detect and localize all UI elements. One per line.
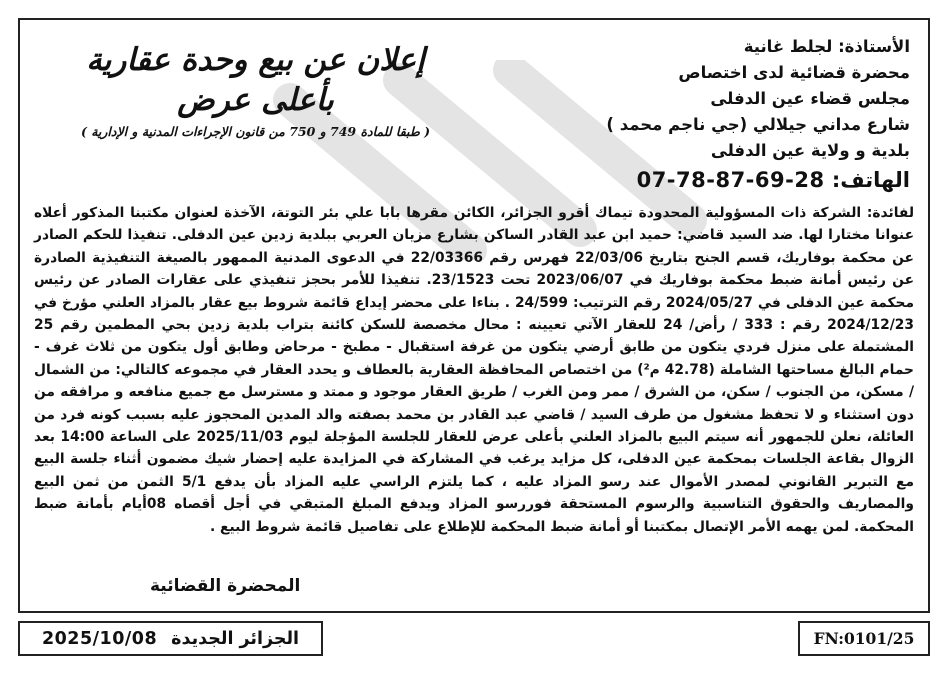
bailiff-office-block [530,34,910,196]
office-line: مجلس قضاء عين الدفلى [710,89,910,108]
office-line: محضرة قضائية لدى اختصاص [678,63,910,82]
headline-title: إعلان عن بيع وحدة عقارية [86,42,425,78]
announcement-headline [28,40,483,142]
phone-label: الهاتف: [831,168,910,192]
notice-frame [18,18,930,613]
publication-date: 2025/10/08 [41,628,158,649]
announcement-body: لفائدة: الشركة ذات المسؤولية المحدودة تيماك أقرو الجزائر، الكائن مقرها بابا علي بئر التوتة، الآخذة لعنوان مكتبنا المذكور أعلاه عنوانا مختارا لها. ضد السيد قاضي: حميد ابن عبد القادر الساكن بشارع مزيان العربي ببلدية زدين عين الدفلى. تنفيذا للحكم الصادر عن محكمة بوفاريك، قسم الجنح بتاريخ 22/03/06 فهرس رقم 22/03366 في الدعوى المدنية الممهور بالصيغة التنفيذية الصادرة عن رئيس أمانة ضبط محكمة بوفاريك في 2023/06/07 تحت 23/1523. تنفيذا للأمر بحجز تنفيذي على عقارات الصادر عن رئيس محكمة عين الدفلى في 2024/05/27 رقم الترتيب: 24/599 . بناءا على محضر إيداع قائمة شروط بيع عقار بالمزاد العلني مؤرخ في 2024/12/23 رقم : 333 / رأض/ 24 للعقار الآتي تعيينه : محال مخصصة للسكن كائنة بتراب بلدية زدين بحي المطمين رقم 25 المشتملة على منزل فردي يتكون من طابق أرضي يتكون من غرفة استقبال - مطبخ - مرحاض وطابق أول يتكون من ثلاث غرف - حمام البالغ مساحتها الشاملة (42.78 م²) من اختصاص المحافظة العقارية بالعطاف و يحدد العقار في مجموعه كالتالي: من الشمال / مسكن، من الجنوب / سكن، من الشرق / ممر ومن الغرب / طريق العقار موجود و ممتد و مسترسل مع جميع منافعه و مرافقه من دون استثناء و لا تحفظ مشغول من طرف السيد / قاضي عبد القادر بن محمد بصفته والد المدين المحجوز عليه بسبب كونه فرد من العائلة، نعلن للجمهور أنه سيتم البيع بالمزاد العلني بأعلى عرض للعقار للجلسة المؤجلة ليوم 2025/11/03 على الساعة 14:00 بعد الزوال بقاعة الجلسات بمحكمة عين الدفلى، كل مزايد يرغب في المشاركة في المزايدة عليه إحضار شيك مضمون أثناء جلسة البيع مع التبرير القانوني لمصدر الأموال عند رسو المزاد عليه ، كما يلتزم الراسي عليه المزاد بأن يدفع 5/1 الثمن من ثمن البيع والمصاريف والحقوق التناسبية والرسوم المستحقة فوررسو المزاد ويدفع المبلغ المتبقي في أجل أقصاه 08أيام بأمانة ضبط المحكمة. لمن يهمه الأمر الإتصال بمكتبنا أو أمانة ضبط المحكمة للإطلاع على تفاصيل قائمة شروط البيع . [34,205,915,535]
reference-box [798,621,930,656]
bailiff-signature: المحضرة القضائية [150,576,301,596]
newspaper-name: الجزائر الجديدة [171,628,300,649]
publication-box [18,621,323,656]
office-line: بلدية و ولاية عين الدفلى [710,141,910,160]
phone-line [530,164,910,196]
phone-number: 07-78-87-69-28 [636,168,825,192]
headline-subtitle: بأعلى عرض [177,82,334,118]
office-line: شارع مداني جيلالي (جي ناجم محمد ) [606,115,910,134]
reference-number: FN:0101/25 [813,629,915,648]
legal-reference-note: ( طبقا للمادة 749 و 750 من قانون الإجراءات المدنية و الإدارية ) [80,124,431,139]
office-line: الأستاذة: لجلط غانية [743,37,910,56]
